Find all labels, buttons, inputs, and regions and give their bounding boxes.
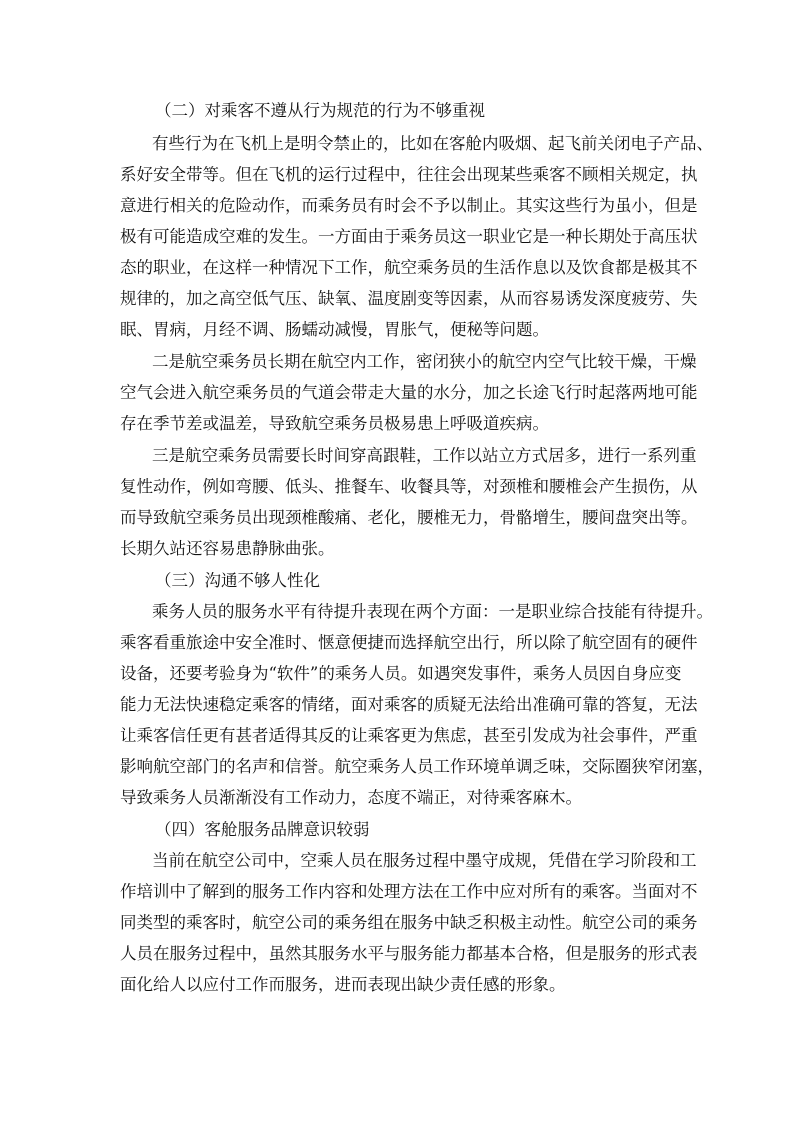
text-line: 影响航空部门的名声和信誉。航空乘务人员工作环境单调乏味，交际圈狭窄闭塞， [120,757,714,776]
text-line: 当前在航空公司中，空乘人员在服务过程中墨守成规，凭借在学习阶段和工 [152,851,697,870]
text-line: 意进行相关的危险动作，而乘务员有时会不予以制止。其实这些行为虽小，但是 [120,196,698,215]
section-heading-3: （三）沟通不够人性化 [155,571,320,590]
section-heading-2: （二）对乘客不遵从行为规范的行为不够重视 [155,101,485,120]
text-line: 复性动作，例如弯腰、低头、推餐车、收餐具等，对颈椎和腰椎会产生损伤，从 [120,477,698,496]
text-line: 规律的，加之高空低气压、缺氧、温度剧变等因素，从而容易诱发深度疲劳、失 [120,289,698,308]
text-line: 导致乘务人员渐渐没有工作动力，态度不端正，对待乘客麻木。 [120,788,582,807]
section-heading-4: （四）客舱服务品牌意识较弱 [155,820,370,839]
text-line: 有些行为在飞机上是明令禁止的，比如在客舱内吸烟、起飞前关闭电子产品、 [152,134,713,153]
text-line: 能力无法快速稳定乘客的情绪，面对乘客的质疑无法给出准确可靠的答复，无法 [120,695,698,714]
text-line: 二是航空乘务员长期在航空内工作，密闭狭小的航空内空气比较干燥，干燥 [152,352,697,371]
text-line: 人员在服务过程中，虽然其服务水平与服务能力都基本合格，但是服务的形式表 [120,944,698,963]
text-line: 系好安全带等。但在飞机的运行过程中，往往会出现某些乘客不顾相关规定，执 [120,165,698,184]
text-line: 乘客看重旅途中安全准时、惬意便捷而选择航空出行，所以除了航空固有的硬件 [120,633,698,652]
text-line: 面化给人以应付工作而服务，进而表现出缺少责任感的形象。 [120,975,566,994]
text-line: 而导致航空乘务员出现颈椎酸痛、老化，腰椎无力，骨骼增生，腰间盘突出等。 [120,508,698,527]
text-line: 态的职业，在这样一种情况下工作，航空乘务员的生活作息以及饮食都是极其不 [120,258,698,277]
text-line: 设备，还要考验身为“软件”的乘务人员。如遇突发事件，乘务人员因自身应变 [120,664,682,683]
text-line: 存在季节差或温差，导致航空乘务员极易患上呼吸道疾病。 [120,414,549,433]
text-line: 极有可能造成空难的发生。一方面由于乘务员这一职业它是一种长期处于高压状 [120,227,698,246]
text-line: 乘务人员的服务水平有待提升表现在两个方面：一是职业综合技能有待提升。 [152,602,713,621]
text-line: 空气会进入航空乘务员的气道会带走大量的水分，加之长途飞行时起落两地可能 [120,383,698,402]
text-line: 同类型的乘客时，航空公司的乘务组在服务中缺乏积极主动性。航空公司的乘务 [120,913,698,932]
text-line: 三是航空乘务员需要长时间穿高跟鞋，工作以站立方式居多，进行一系列重 [152,446,697,465]
text-line: 作培训中了解到的服务工作内容和处理方法在工作中应对所有的乘客。当面对不 [120,882,698,901]
text-line: 让乘客信任更有甚者适得其反的让乘客更为焦虑，甚至引发成为社会事件，严重 [120,726,698,745]
text-line: 眠、胃病，月经不调、肠蠕动减慢，胃胀气，便秘等问题。 [120,320,549,339]
text-line: 长期久站还容易患静脉曲张。 [120,539,335,558]
